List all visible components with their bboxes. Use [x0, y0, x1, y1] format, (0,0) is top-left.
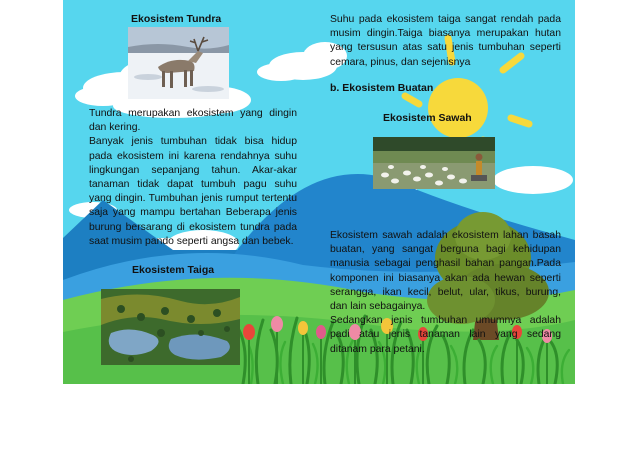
tundra-photo: [128, 27, 229, 99]
brochure-panel: [63, 0, 575, 384]
tundra-paragraph-line: Banyak jenis tumbuhan tidak bisa hidup pada ekosistem ini karena rendahnya suhu lingkungan sepanjang tahun. Akar-akar tanaman tidak dapat tumbuh pagu suhu yang dingin. Tumbuhan jenis rumput tertentu saja yang mampu bertahan Beberapa jenis burung bersarang di ekosistem tundra pada saat musim pando seperti angsa dan bebek.: [89, 136, 297, 247]
sawah-paragraph: [330, 229, 561, 357]
sawah-photo: [373, 137, 495, 189]
tundra-paragraph: [89, 107, 297, 249]
sawah-paragraph-line: Sedangkan jenis tumbuhan umumnya adalah padi atau jenis tanaman lain yang sedang ditanam para petani.: [330, 315, 561, 355]
taiga-photo: [101, 289, 240, 365]
tundra-paragraph-line: Tundra merupakan ekosistem yang dingin dan kering.: [89, 108, 297, 134]
taiga-paragraph: Suhu pada ekosistem taiga sangat rendah pada musim dingin.Taiga biasanya merupakan hutan yang tersusun atas satu jenis tumbuhan seperti cemara, pinus, dan sejenisnya: [330, 14, 561, 68]
sawah-paragraph-line: Ekosistem sawah adalah ekosistem lahan basah buatan, yang sangat berguna bagi kehidupan manusia sebagai penghasil bahan pangan.Pada komponen ini biasanya akan ada hewan seperti serangga, ikan kecil, belut, ular, tikus, burung, dan lain sebagainya.: [330, 230, 561, 313]
taiga-heading: Ekosistem Taiga: [132, 264, 215, 276]
tundra-heading: Ekosistem Tundra: [131, 13, 222, 25]
buatan-heading: b. Ekosistem Buatan: [330, 82, 434, 94]
sawah-heading: Ekosistem Sawah: [383, 112, 472, 124]
